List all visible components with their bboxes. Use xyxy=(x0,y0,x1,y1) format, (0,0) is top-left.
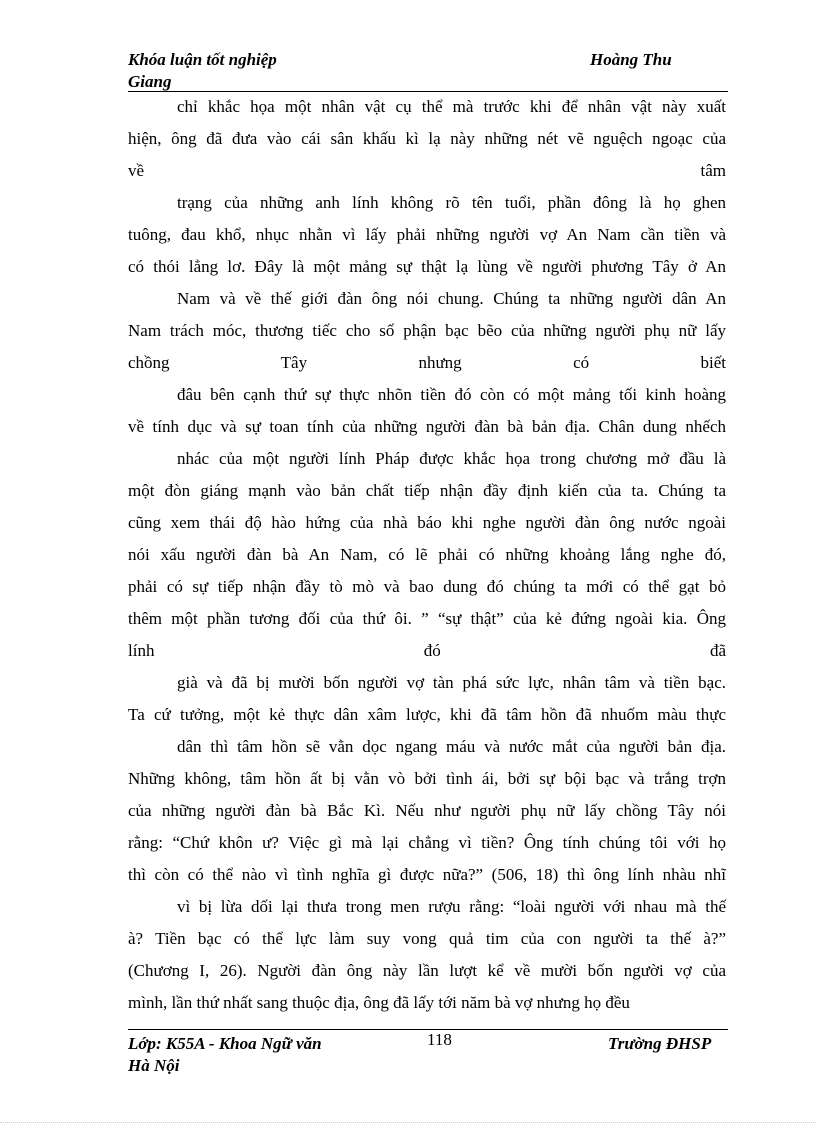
text-line: về tâm xyxy=(128,161,726,180)
text-line: có thói lẳng lơ. Đây là một mảng sự thật lạ lùng về người phương Tây ở An xyxy=(128,257,726,276)
text-line: nhác của một người lính Pháp được khắc họa trong chương mở đầu là xyxy=(177,449,726,468)
text-line: (Chương I, 26). Người đàn ông này lần lượt kể về mười bốn người vợ của xyxy=(128,961,726,980)
text-line: lính đó đã xyxy=(128,641,726,660)
text-line: về tính dục và sự toan tính của những người đàn bà bản địa. Chân dung nhếch xyxy=(128,417,726,436)
text-line: rằng: “Chứ khôn ư? Việc gì mà lại chẳng vì tiền? Ông tính chúng tôi với họ xyxy=(128,833,726,852)
header-author-name: Hoàng Thu xyxy=(590,50,672,69)
text-line: mình, lần thứ nhất sang thuộc địa, ông đã lấy tới năm bà vợ nhưng họ đều xyxy=(128,993,630,1012)
footer-class-info: Lớp: K55A - Khoa Ngữ văn xyxy=(128,1034,322,1053)
text-line: Nam trách móc, thương tiếc cho số phận bạc bẽo của những người phụ nữ lấy xyxy=(128,321,726,340)
text-line: trạng của những anh lính không rõ tên tuổi, phần đông là họ ghen xyxy=(177,193,726,212)
text-line: à? Tiền bạc có thể lực làm suy vong quả tim của con người ta thế à?” xyxy=(128,929,726,948)
text-line: thêm một phần tương đối của thứ ôi. ” “sự thật” của kẻ đứng ngoài kia. Ông xyxy=(128,609,726,628)
text-line: Nam và về thế giới đàn ông nói chung. Chúng ta những người dân An xyxy=(177,289,726,308)
text-line: Những không, tâm hồn ất bị vằn vò bởi tình ái, bởi sự bội bạc và trắng trợn xyxy=(128,769,726,788)
header-rule xyxy=(128,91,728,92)
text-line: vì bị lừa dối lại thưa trong men rượu rằng: “loài người với nhau mà thế xyxy=(177,897,726,916)
text-line: già và đã bị mười bốn người vợ tàn phá sức lực, nhân tâm và tiền bạc. xyxy=(177,673,726,692)
text-line: phải có sự tiếp nhận đầy tò mò và bao dung đó chúng ta mới có thể gạt bỏ xyxy=(128,577,726,596)
text-line: dân thì tâm hồn sẽ vằn dọc ngang máu và nước mắt của người bản địa. xyxy=(177,737,726,756)
header-thesis-title: Khóa luận tốt nghiệp xyxy=(128,50,277,69)
footer-university: Trường ĐHSP xyxy=(608,1034,712,1053)
footer-class-info-continued: Hà Nội xyxy=(128,1056,180,1075)
text-line: tuông, đau khổ, nhục nhằn vì lấy phải những người vợ An Nam cần tiền và xyxy=(128,225,726,244)
text-line: đâu bên cạnh thứ sự thực nhõn tiền đó còn có một mảng tối kinh hoàng xyxy=(177,385,726,404)
text-line: của những người đàn bà Bắc Kì. Nếu như người phụ nữ lấy chồng Tây nói xyxy=(128,801,726,820)
text-line: thì còn có thể nào vì tình nghĩa gì được nữa?” (506, 18) thì ông lính nhàu nhĩ xyxy=(128,865,726,884)
text-line: hiện, ông đã đưa vào cái sân khấu kì lạ này những nét vẽ nguệch ngoạc của xyxy=(128,129,726,148)
header-thesis-title-continued: Giang xyxy=(128,72,172,91)
text-line: nói xấu người đàn bà An Nam, có lẽ phải có những khoảng lắng nghe đó, xyxy=(128,545,726,564)
text-line: chồng Tây nhưng có biết xyxy=(128,353,726,372)
text-line: một đòn giáng mạnh vào bản chất tiếp nhận đầy định kiến của ta. Chúng ta xyxy=(128,481,726,500)
text-line: cũng xem thái độ hào hứng của nhà báo khi nghe người đàn ông nước ngoài xyxy=(128,513,726,532)
text-line: chỉ khắc họa một nhân vật cụ thể mà trước khi để nhân vật này xuất xyxy=(177,97,726,116)
page-number: 118 xyxy=(427,1030,452,1049)
text-line: Ta cứ tưởng, một kẻ thực dân xâm lược, khi đã tâm hồn đã nhuốm màu thực xyxy=(128,705,726,724)
